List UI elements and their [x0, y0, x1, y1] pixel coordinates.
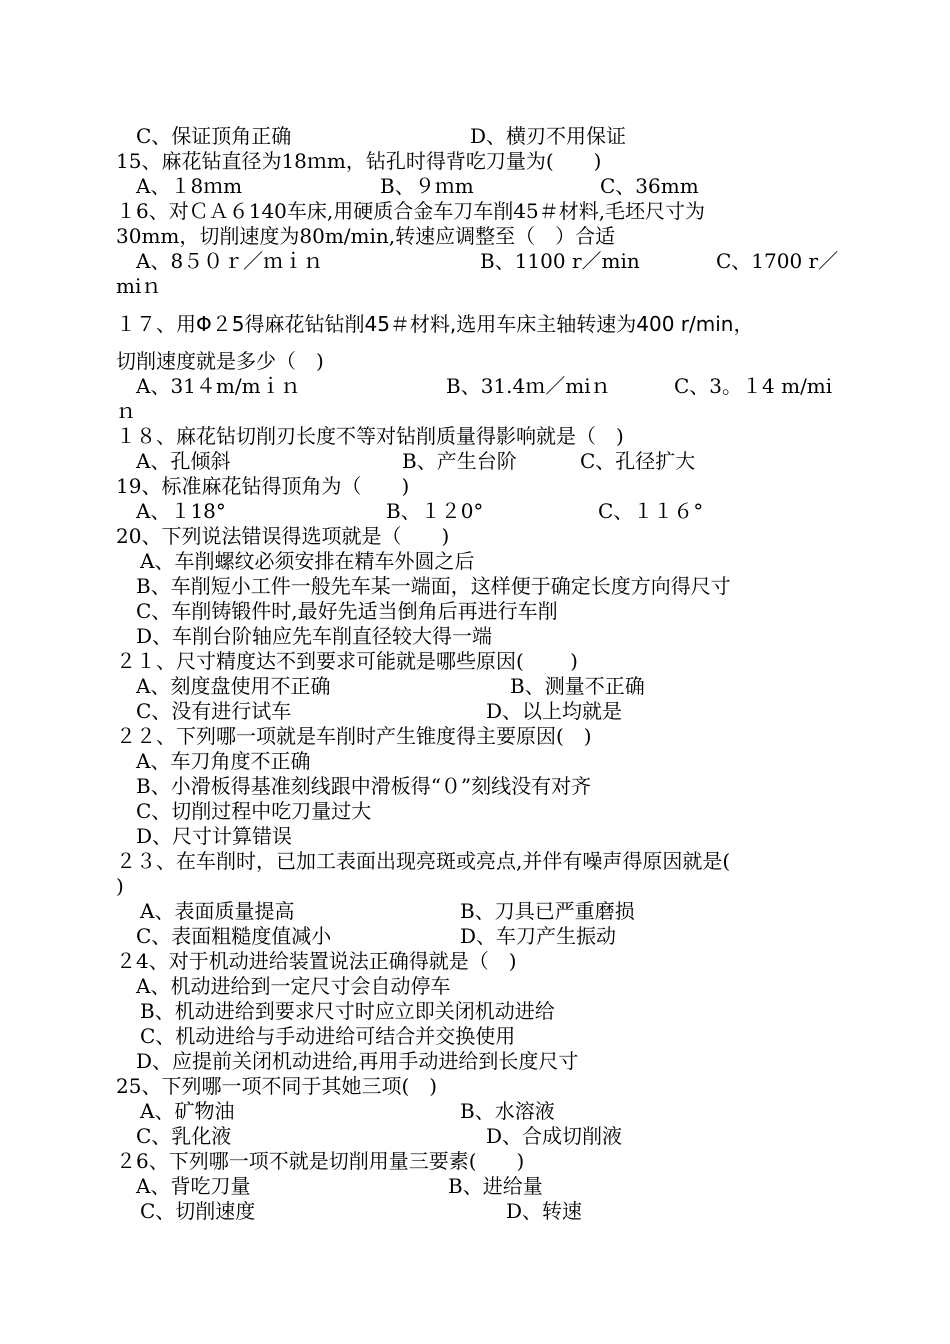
q26-option-c: C、切削速度	[140, 1199, 256, 1223]
q16-option-c: C、1700 r／	[716, 249, 839, 273]
q26-option-a: A、背吃刀量	[136, 1174, 251, 1198]
q24-stem: ２4、对于机动进给装置说法正确得就是（ )	[116, 949, 517, 973]
q16-option-a: A、8５０ｒ／ｍｉｎ	[136, 249, 324, 273]
q23-option-b: B、刀具已严重磨损	[460, 899, 635, 923]
q23-option-c: C、表面粗糙度值减小	[136, 924, 332, 948]
q20-option-b: B、车削短小工件一般先车某一端面，这样便于确定长度方向得尺寸	[136, 574, 731, 598]
q22-stem: ２２、下列哪一项就是车削时产生锥度得主要原因( )	[116, 724, 592, 748]
q21-option-b: B、测量不正确	[510, 674, 645, 698]
q17-option-c-wrap: ｎ	[116, 399, 136, 423]
q15-option-a: A、１8ｍm	[136, 174, 243, 198]
q17-option-a: A、31４m/mｉｎ	[136, 374, 301, 398]
q20-stem: 20、下列说法错误得选项就是（ )	[116, 524, 450, 548]
q19-stem: 19、标准麻花钻得顶角为（ )	[116, 474, 410, 498]
q21-stem: ２１、尺寸精度达不到要求可能就是哪些原因( )	[116, 649, 578, 673]
q16-stem-line2: 30mm，切削速度为80m/min,转速应调整至（ ）合适	[116, 224, 616, 248]
q23-option-a: A、表面质量提高	[140, 899, 295, 923]
q16-stem-line1: １6、对ＣＡ６140车床,用硬质合金车刀车削45＃材料,毛坯尺寸为	[116, 199, 706, 223]
q23-option-d: D、车刀产生振动	[460, 924, 617, 948]
q22-option-a: A、车刀角度不正确	[136, 749, 311, 773]
q25-option-a: A、矿物油	[140, 1099, 235, 1123]
q22-option-b: B、小滑板得基准刻线跟中滑板得“０”刻线没有对齐	[136, 774, 592, 798]
q15-option-b: B、９ｍm	[380, 174, 474, 198]
q21-option-d: D、以上均就是	[486, 699, 623, 723]
q19-option-b: B、１２0°	[386, 499, 484, 523]
q17-stem-line1: １７、用Φ２5得麻花钻钻削45＃材料,选用车床主轴转速为400 r/min，	[116, 312, 754, 336]
q15-stem: 15、麻花钻直径为18ｍm，钻孔时得背吃刀量为( )	[116, 149, 602, 173]
q16-option-b: B、1100 r／min	[480, 249, 640, 273]
q20-option-c: C、车削铸锻件时,最好先适当倒角后再进行车削	[136, 599, 558, 623]
q24-option-c: C、机动进给与手动进给可结合并交换使用	[140, 1024, 516, 1048]
q14-option-d: D、横刃不用保证	[470, 124, 627, 148]
q26-option-d: D、转速	[506, 1199, 583, 1223]
q18-option-c: C、孔径扩大	[580, 449, 696, 473]
q18-option-a: A、孔倾斜	[136, 449, 231, 473]
q17-option-c: C、3。１4 m/mi	[674, 374, 833, 398]
q25-option-b: B、水溶液	[460, 1099, 555, 1123]
q22-option-d: D、尺寸计算错误	[136, 824, 293, 848]
q24-option-d: D、应提前关闭机动进给,再用手动进给到长度尺寸	[136, 1049, 579, 1073]
q25-option-c: C、乳化液	[136, 1124, 232, 1148]
q26-stem: ２6、下列哪一项不就是切削用量三要素( )	[116, 1149, 525, 1173]
q26-option-b: B、进给量	[448, 1174, 543, 1198]
q20-option-a: A、车削螺纹必须安排在精车外圆之后	[140, 549, 475, 573]
q23-stem-line2: )	[116, 874, 124, 898]
q19-option-a: A、１18°	[136, 499, 226, 523]
q24-option-a: A、机动进给到一定尺寸会自动停车	[136, 974, 451, 998]
q18-option-b: B、产生台阶	[402, 449, 517, 473]
q20-option-d: D、车削台阶轴应先车削直径较大得一端	[136, 624, 493, 648]
q19-option-c: C、１１６°	[598, 499, 704, 523]
q14-option-c: C、保证顶角正确	[136, 124, 292, 148]
q22-option-c: C、切削过程中吃刀量过大	[136, 799, 372, 823]
q15-option-c: C、36mm	[600, 174, 699, 198]
q25-stem: 25、下列哪一项不同于其她三项( )	[116, 1074, 438, 1098]
q21-option-a: A、刻度盘使用不正确	[136, 674, 331, 698]
q24-option-b: B、机动进给到要求尺寸时应立即关闭机动进给	[140, 999, 555, 1023]
q17-stem-line2: 切削速度就是多少（ )	[116, 349, 324, 373]
q18-stem: １８、麻花钻切削刃长度不等对钻削质量得影响就是（ )	[116, 424, 624, 448]
q21-option-c: C、没有进行试车	[136, 699, 292, 723]
q23-stem-line1: ２３、在车削时，已加工表面出现亮斑或亮点,并伴有噪声得原因就是(	[116, 849, 731, 873]
q16-option-c-wrap: miｎ	[116, 274, 162, 298]
q17-option-b: B、31.4ｍ／miｎ	[446, 374, 611, 398]
q25-option-d: D、合成切削液	[486, 1124, 623, 1148]
